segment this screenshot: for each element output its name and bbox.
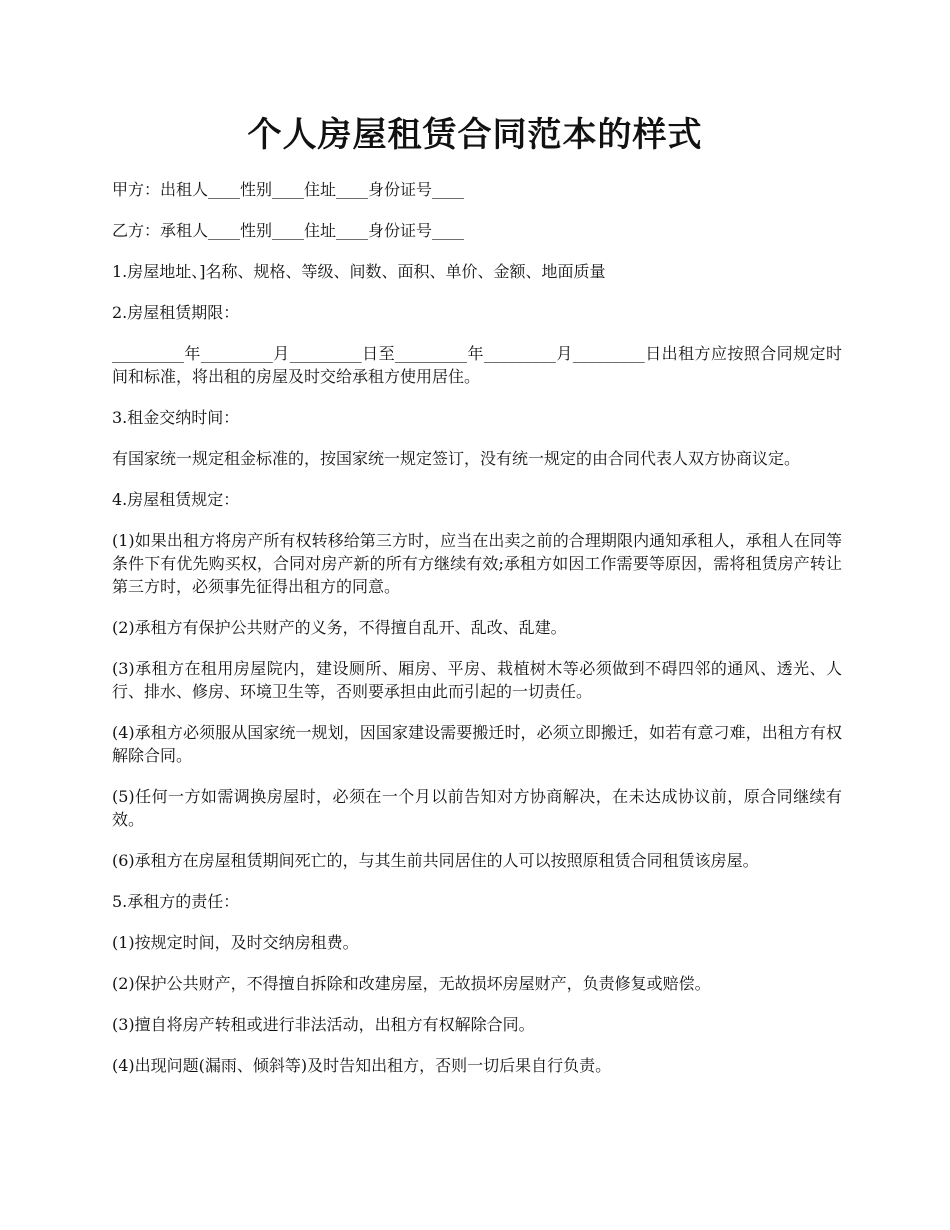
document-body [112,178,842,1095]
clause-5-item-2: (2)保护公共财产，不得擅自拆除和改建房屋，无故损坏房屋财产，负责修复或赔偿。 [112,974,711,993]
clause-4-item-3: (3)承租方在租用房屋院内，建设厕所、厢房、平房、栽植树木等必须做到不碍四邻的通风、透光、人行、排水、修房、环境卫生等，否则要承担由此而引起的一切责任。 [112,659,842,701]
clause-4-item-6: (6)承租方在房屋租赁期间死亡的，与其生前共同居住的人可以按照原租赁合同租赁该房屋。 [112,851,759,870]
clause-2-heading: 2.房屋租赁期限： [112,303,240,322]
clause-4-item-2: (2)承租方有保护公共财产的义务，不得擅自乱开、乱改、乱建。 [112,618,567,637]
clause-4-item-5: (5)任何一方如需调换房屋时，必须在一个月以前告知对方协商解决，在未达成协议前，原合同继续有效。 [112,787,842,829]
party-a-line: 甲方：出租人____性别____住址____身份证号____ [112,180,465,199]
clause-4-heading: 4.房屋租赁规定： [112,490,240,509]
party-b-line: 乙方：承租人____性别____住址____身份证号____ [112,221,465,240]
clause-3-rent-payment: 有国家统一规定租金标准的，按国家统一规定签订，没有统一规定的由合同代表人双方协商议定。 [112,449,801,468]
clause-5-item-4: (4)出现问题(漏雨、倾斜等)及时告知出租方，否则一切后果自行负责。 [112,1056,612,1075]
clause-4-item-4: (4)承租方必须服从国家统一规划，因国家建设需要搬迁时，必须立即搬迁，如若有意刁难，出租方有权解除合同。 [112,723,842,765]
clause-4-item-1: (1)如果出租方将房产所有权转移给第三方时，应当在出卖之前的合理期限内通知承租人，承租人在同等条件下有优先购买权，合同对房产新的所有方继续有效;承租方如因工作需要等原因，需将租赁房产转让第三方时，必须事先征得出租方的同意。 [112,531,842,596]
clause-3-heading: 3.租金交纳时间： [112,408,240,427]
clause-1-property-address: 1.房屋地址、]名称、规格、等级、间数、面积、单价、金额、地面质量 [112,262,606,281]
clause-5-heading: 5.承租方的责任： [112,892,240,911]
document-title: 个人房屋租赁合同范本的样式 [247,115,703,155]
clause-5-item-3: (3)擅自将房产转租或进行非法活动，出租方有权解除合同。 [112,1015,535,1034]
clause-2-lease-term: _________年_________月_________日至_________年_________月_________日出租方应按照合同规定时间和标准，将出租的房屋及时交给承租方使用居住。 [112,344,842,386]
clause-5-item-1: (1)按规定时间，及时交纳房租费。 [112,933,359,952]
